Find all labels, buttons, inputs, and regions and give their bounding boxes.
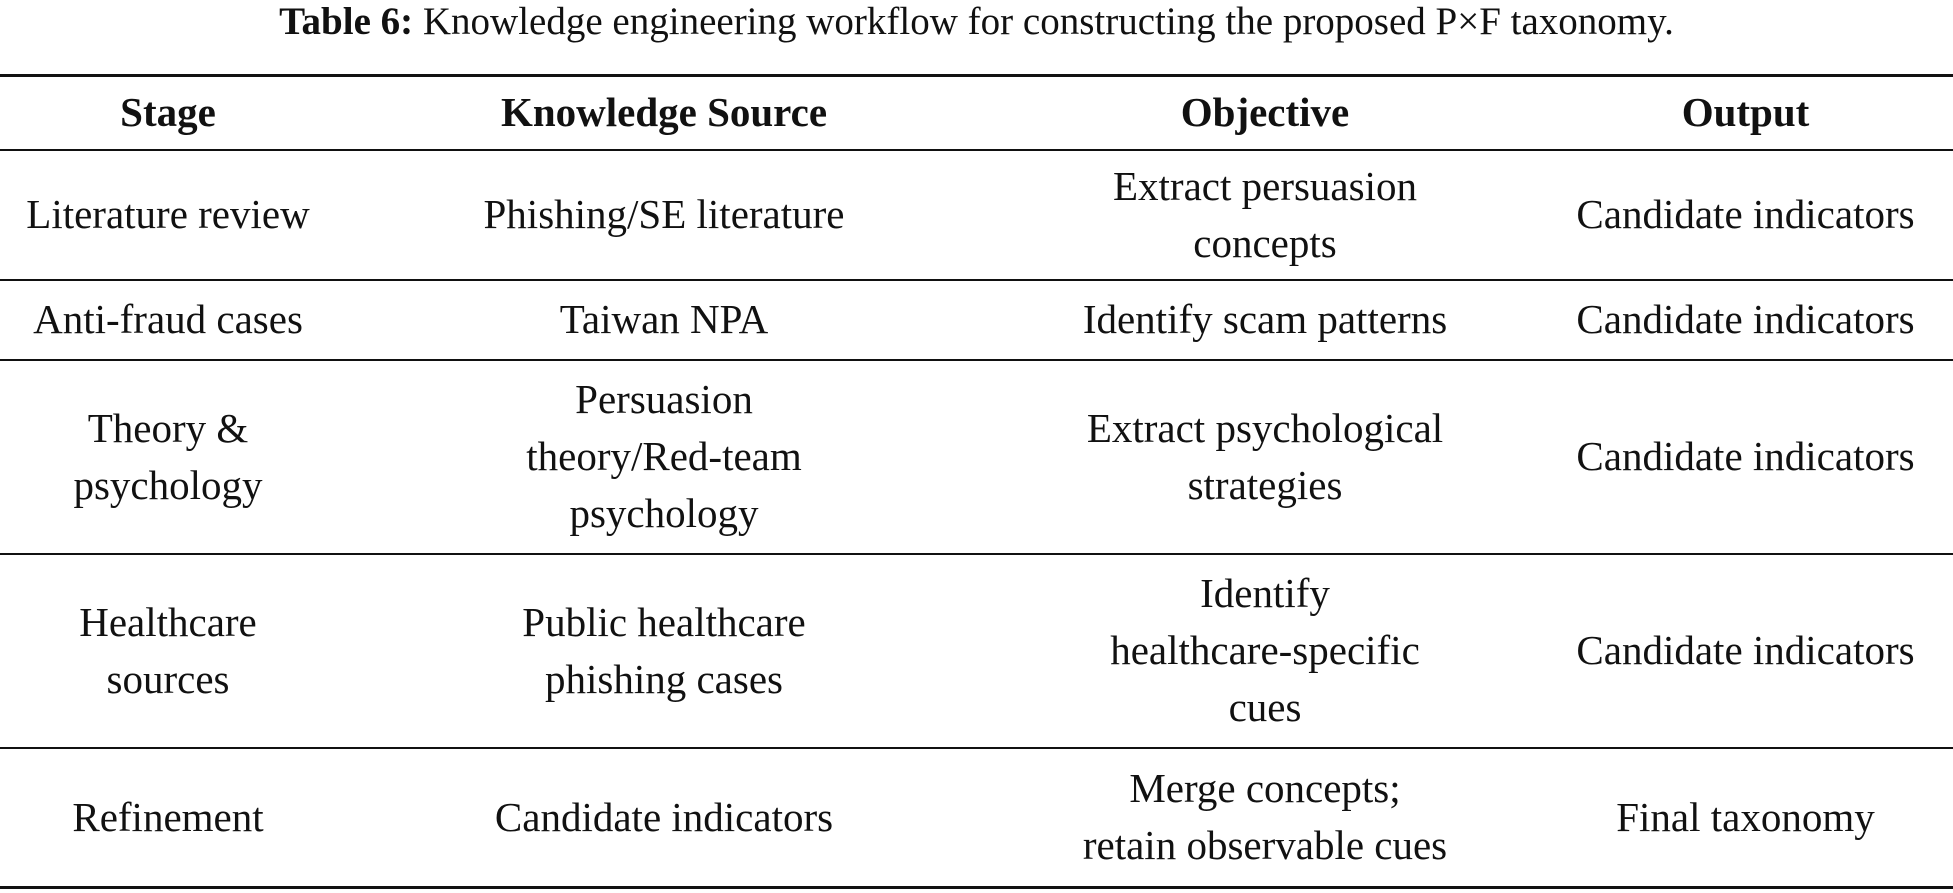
cell-output xyxy=(1538,748,1953,888)
cell-stage xyxy=(0,150,336,280)
cell-stage xyxy=(0,554,336,748)
cell-objective xyxy=(992,360,1538,554)
cell-line: theory/Red-team xyxy=(526,433,802,479)
table-caption xyxy=(0,0,1953,44)
cell-line: phishing cases xyxy=(545,655,783,702)
cell-line: psychology xyxy=(569,490,759,536)
cell-knowledge-source xyxy=(336,360,992,554)
table-row xyxy=(0,554,1953,748)
cell-line: Theory & xyxy=(87,404,249,451)
cell-line: Refinement xyxy=(72,793,264,840)
cell-line: retain observable cues xyxy=(1082,822,1448,869)
cell-objective xyxy=(992,280,1538,360)
cell-line: Final taxonomy xyxy=(1616,793,1875,840)
cell-stage xyxy=(0,280,336,360)
cell-line: sources xyxy=(106,655,230,702)
table-header-row xyxy=(0,76,1953,150)
cell-knowledge-source xyxy=(336,554,992,748)
cell-line: Literature review xyxy=(26,191,310,237)
cell-line: Candidate indicators xyxy=(1576,191,1915,237)
cell-line: psychology xyxy=(73,461,263,508)
cell-objective xyxy=(992,554,1538,748)
cell-stage xyxy=(0,360,336,554)
cell-output xyxy=(1538,554,1953,748)
table-row xyxy=(0,360,1953,554)
cell-line: Anti-fraud cases xyxy=(33,296,303,342)
cell-line: Identify xyxy=(1200,570,1330,616)
cell-stage xyxy=(0,748,336,888)
table-row xyxy=(0,150,1953,280)
table-row xyxy=(0,748,1953,888)
cell-line: Candidate indicators xyxy=(1576,296,1915,342)
cell-output xyxy=(1538,280,1953,360)
header-stage: Stage xyxy=(120,89,216,136)
cell-line: Merge concepts; xyxy=(1129,765,1401,812)
table-caption-label: Table 6: xyxy=(279,0,414,43)
cell-line: Identify scam patterns xyxy=(1082,296,1448,342)
cell-objective xyxy=(992,748,1538,888)
cell-line: Extract psychological xyxy=(1086,404,1444,451)
cell-line: Extract persuasion xyxy=(1113,162,1417,209)
cell-knowledge-source xyxy=(336,280,992,360)
cell-line: strategies xyxy=(1187,461,1343,508)
cell-objective xyxy=(992,150,1538,280)
cell-line: Candidate indicators xyxy=(1576,433,1915,479)
cell-line: Persuasion xyxy=(575,376,753,422)
cell-output xyxy=(1538,150,1953,280)
cell-line: cues xyxy=(1228,684,1302,730)
cell-line: Taiwan NPA xyxy=(559,296,769,342)
cell-line: concepts xyxy=(1193,219,1337,266)
cell-line: healthcare-specific xyxy=(1110,627,1420,673)
table-row xyxy=(0,280,1953,360)
cell-line: Candidate indicators xyxy=(1576,627,1915,673)
cell-line: Public healthcare xyxy=(522,598,806,645)
cell-knowledge-source xyxy=(336,150,992,280)
header-knowledge-source: Knowledge Source xyxy=(500,89,828,136)
header-output: Output xyxy=(1681,89,1810,136)
table-caption-text: Knowledge engineering workflow for constructing the proposed P×F taxonomy. xyxy=(422,0,1674,43)
header-objective: Objective xyxy=(1180,89,1350,136)
cell-knowledge-source xyxy=(336,748,992,888)
workflow-table xyxy=(0,74,1953,889)
cell-line: Healthcare xyxy=(79,598,257,645)
cell-output xyxy=(1538,360,1953,554)
cell-line: Candidate indicators xyxy=(494,793,834,840)
cell-line: Phishing/SE literature xyxy=(483,191,845,237)
